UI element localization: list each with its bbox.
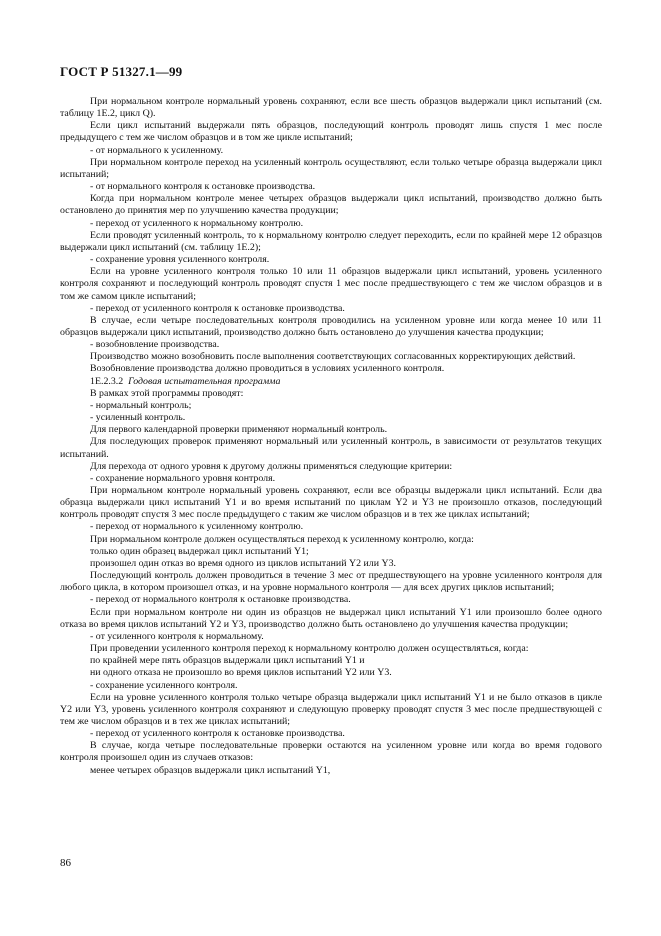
paragraph: В случае, когда четыре последовательные проверки остаются на усиленном уровне или когда во время годового контроля произошел один из случаев отказов: (60, 740, 602, 764)
body-text (60, 96, 602, 777)
paragraph: - переход от нормального контроля к остановке производства. (90, 594, 351, 606)
subsection-heading (60, 376, 602, 388)
paragraph: При проведении усиленного контроля переход к нормальному контролю должен осуществляться, когда: (90, 643, 529, 655)
paragraph: произошел один отказ во время одного из циклов испытаний Y2 или Y3. (90, 557, 396, 569)
paragraph: по крайней мере пять образцов выдержали цикл испытаний Y1 и (90, 655, 365, 667)
paragraph: Для перехода от одного уровня к другому должны применяться следующие критерии: (90, 460, 453, 472)
paragraph: - нормальный контроль; (90, 399, 192, 411)
paragraph: менее четырех образцов выдержали цикл испытаний Y1, (90, 764, 331, 776)
paragraph: - сохранение усиленного контроля. (90, 679, 238, 691)
paragraph: Производство можно возобновить после выполнения соответствующих согласованных корректирующих действий. (90, 351, 576, 363)
paragraph: Для последующих проверок применяют нормальный или усиленный контроль, в зависимости от результатов текущих испытаний. (60, 436, 602, 460)
paragraph: - переход от усиленного контроля к остановке производства. (90, 302, 345, 314)
paragraph: Если на уровне усиленного контроля только 10 или 11 образцов выдержали цикл испытаний, уровень усиленного контроля сохраняют и последующий контроль проводят спустя 1 мес после предшествующего с тем же числом образцов и в том же самом цикле испытаний; (60, 266, 602, 302)
paragraph: - переход от усиленного контроля к остановке производства. (90, 728, 345, 740)
paragraph: В рамках этой программы проводят: (90, 387, 244, 399)
paragraph: только один образец выдержал цикл испытаний Y1; (90, 545, 309, 557)
paragraph: - сохранение уровня усиленного контроля. (90, 254, 270, 266)
page-number: 86 (60, 857, 71, 869)
paragraph: Для первого календарной проверки применяют нормальный контроль. (90, 424, 388, 436)
paragraph: Если цикл испытаний выдержали пять образцов, последующий контроль проводят лишь спустя 1 мес после предыдущего с тем же числом образцов и в том же цикле испытаний; (60, 120, 602, 144)
paragraph: - от усиленного контроля к нормальному. (90, 630, 264, 642)
paragraph: - от нормального контроля к остановке производства. (90, 181, 316, 193)
paragraph: ни одного отказа не произошло во время циклов испытаний Y2 или Y3. (90, 667, 392, 679)
paragraph: Возобновление производства должно проводиться в условиях усиленного контроля. (90, 363, 445, 375)
paragraph: - от нормального к усиленному. (90, 144, 224, 156)
paragraph: Если на уровне усиленного контроля только четыре образца выдержали цикл испытаний Y1 и не было отказов в цикле Y2 или Y3, уровень усиленного контроля сохраняют и следующую проверку проводят спустя 3 мес после предшествующей с тем же числом образцов и в тех же циклах испытаний; (60, 691, 602, 727)
paragraph: При нормальном контроле переход на усиленный контроль осуществляют, если только четыре образца выдержали цикл испытаний; (60, 156, 602, 180)
paragraph: - сохранение нормального уровня контроля. (90, 472, 276, 484)
paragraph: При нормальном контроле нормальный уровень сохраняют, если все образцы выдержали цикл испытаний. Если два образца выдержали цикл испытаний Y1 и во время испытаний по циклам Y2 и Y3 не произошло отказов, последующий контроль проводят спустя 3 мес после предыдущего с таким же числом образцов и в тех же циклах испытаний; (60, 485, 602, 521)
paragraph: В случае, если четыре последовательных контроля проводились на усиленном уровне или когда менее 10 или 11 образцов выдержали цикл испытаний, производство должно быть остановлено до улучшения качества продукции; (60, 314, 602, 338)
document-id-header: ГОСТ Р 51327.1—99 (60, 64, 183, 79)
subsection-number: 1Е.2.3.2 (90, 375, 124, 387)
paragraph: - усиленный контроль. (90, 412, 186, 424)
paragraph: Последующий контроль должен проводиться в течение 3 мес от предшествующего на уровне усиленного контроля для любого цикла, в котором произошел отказ, и на уровне нормального контроля — для всех других циклов испытаний; (60, 570, 602, 594)
paragraph: - переход от нормального к усиленному контролю. (90, 521, 304, 533)
paragraph: При нормальном контроле нормальный уровень сохраняют, если все шесть образцов выдержали цикл испытаний (см. таблицу 1Е.2, цикл Q). (60, 96, 602, 120)
paragraph: Если при нормальном контроле ни один из образцов не выдержал цикл испытаний Y1 или произошло более одного отказа во время циклов испытаний Y2 и Y3, производство должно быть остановлено до улучшения качества продукции; (60, 606, 602, 630)
paragraph: - возобновление производства. (90, 339, 220, 351)
paragraph: При нормальном контроле должен осуществляться переход к усиленному контролю, когда: (90, 533, 474, 545)
paragraph: - переход от усиленного к нормальному контролю. (90, 217, 304, 229)
subsection-title: Годовая испытательная программа (128, 375, 281, 387)
paragraph: Если проводят усиленный контроль, то к нормальному контролю следует переходить, если по крайней мере 12 образцов выдержали цикл испытаний (см. таблицу 1Е.2); (60, 229, 602, 253)
paragraph: Когда при нормальном контроле менее четырех образцов выдержали цикл испытаний, производство должно быть остановлено до принятия мер по улучшению качества продукции; (60, 193, 602, 217)
